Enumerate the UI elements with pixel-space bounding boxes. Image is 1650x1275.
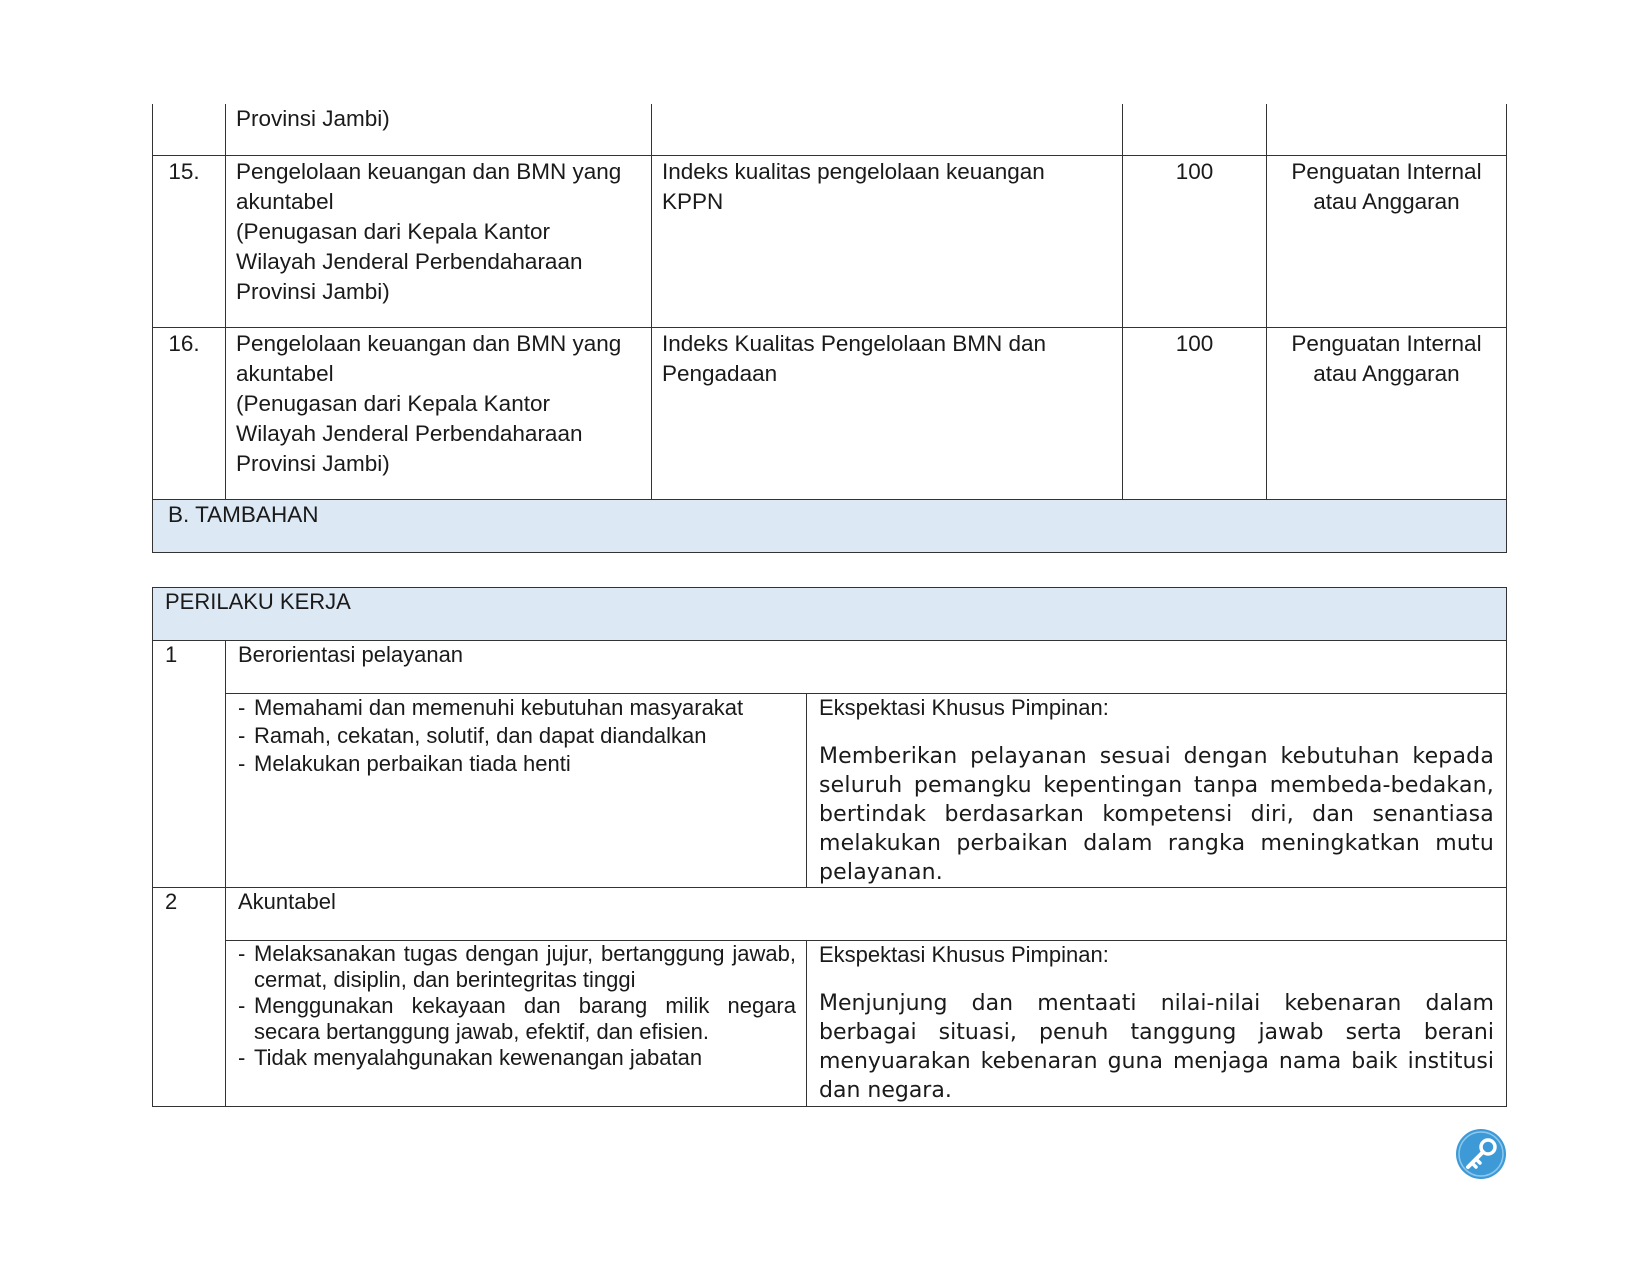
sasaran-line: Pengelolaan keuangan dan BMN yang bbox=[236, 158, 622, 184]
expectation-text: Memberikan pelayanan sesuai dengan kebutuhan kepada seluruh pemangku kepentingan tanpa membeda-bedakan, bertindak berdasarkan kompetensi diri, dan senantiasa melakukan perbaikan dalam rangka meningkatkan mutu pelayanan. bbox=[819, 744, 1494, 885]
sasaran-line: (Penugasan dari Kepala Kantor bbox=[236, 390, 550, 416]
sasaran-line: Pengelolaan keuangan dan BMN yang bbox=[236, 330, 622, 356]
indikator-cell bbox=[652, 155, 1123, 327]
list-item: - Tidak menyalahgunakan kewenangan jabatan bbox=[236, 1045, 796, 1071]
expectation-cell bbox=[807, 941, 1507, 1107]
table-row bbox=[153, 327, 1507, 499]
target-cell bbox=[1123, 104, 1267, 155]
sasaran-cell bbox=[226, 104, 652, 155]
indikator-line: Pengadaan bbox=[662, 360, 778, 386]
table-row bbox=[153, 104, 1507, 155]
indikator-line: Indeks kualitas pengelolaan keuangan bbox=[662, 158, 1045, 184]
list-item: - Ramah, cekatan, solutif, dan dapat diandalkan bbox=[236, 722, 796, 750]
target-cell: 100 bbox=[1123, 155, 1267, 327]
behavior-body-row bbox=[153, 694, 1507, 888]
sasaran-line: Provinsi Jambi) bbox=[236, 450, 390, 476]
behavior-number: 2 bbox=[153, 888, 226, 1107]
indikator-line: Indeks Kualitas Pengelolaan BMN dan bbox=[662, 330, 1046, 356]
expectation-text: Menjunjung dan mentaati nilai-nilai kebenaran dalam berbagai situasi, penuh tanggung jawab serta berani menyuarakan kebenaran guna menjaga nama baik institusi dan negara. bbox=[819, 991, 1494, 1103]
indikator-cell bbox=[652, 327, 1123, 499]
key-logo-icon bbox=[1455, 1128, 1507, 1180]
sasaran-line: akuntabel bbox=[236, 360, 334, 386]
row-number bbox=[153, 104, 226, 155]
sasaran-line: Provinsi Jambi) bbox=[236, 278, 390, 304]
perspektif-cell bbox=[1267, 104, 1507, 155]
expectation-cell bbox=[807, 694, 1507, 888]
perspektif-line: Penguatan Internal bbox=[1291, 158, 1482, 184]
sasaran-text: Provinsi Jambi) bbox=[236, 106, 390, 131]
sasaran-line: Wilayah Jenderal Perbendaharaan bbox=[236, 420, 583, 446]
behavior-title: Berorientasi pelayanan bbox=[226, 641, 1507, 694]
indicator-table bbox=[152, 104, 1507, 553]
list-item: - Melaksanakan tugas dengan jujur, bertanggung jawab, cermat, disiplin, dan berintegritas tinggi bbox=[236, 941, 796, 993]
behavior-points-cell bbox=[226, 941, 807, 1107]
section-row bbox=[153, 499, 1507, 552]
perspektif-line: Penguatan Internal bbox=[1291, 330, 1482, 356]
behavior-title: Akuntabel bbox=[226, 888, 1507, 941]
sasaran-line: Wilayah Jenderal Perbendaharaan bbox=[236, 248, 583, 274]
behavior-points bbox=[236, 941, 796, 1071]
behavior-header-row bbox=[153, 588, 1507, 641]
behavior-table bbox=[152, 587, 1507, 1107]
sasaran-cell bbox=[226, 155, 652, 327]
expectation-label: Ekspektasi Khusus Pimpinan: bbox=[819, 942, 1109, 967]
table-row bbox=[153, 155, 1507, 327]
behavior-title-row bbox=[153, 641, 1507, 694]
sasaran-line: akuntabel bbox=[236, 188, 334, 214]
perspektif-cell bbox=[1267, 327, 1507, 499]
row-number: 15. bbox=[153, 155, 226, 327]
behavior-title-row bbox=[153, 888, 1507, 941]
list-item: - Memahami dan memenuhi kebutuhan masyarakat bbox=[236, 694, 796, 722]
list-item: - Menggunakan kekayaan dan barang milik negara secara bertanggung jawab, efektif, dan efisien. bbox=[236, 993, 796, 1045]
indikator-cell bbox=[652, 104, 1123, 155]
behavior-number: 1 bbox=[153, 641, 226, 888]
row-number: 16. bbox=[153, 327, 226, 499]
list-item: - Melakukan perbaikan tiada henti bbox=[236, 750, 796, 778]
sasaran-line: (Penugasan dari Kepala Kantor bbox=[236, 218, 550, 244]
target-cell: 100 bbox=[1123, 327, 1267, 499]
perspektif-cell bbox=[1267, 155, 1507, 327]
section-b-title: B. TAMBAHAN bbox=[153, 499, 1507, 552]
indikator-line: KPPN bbox=[662, 188, 724, 214]
behavior-body-row bbox=[153, 941, 1507, 1107]
perspektif-line: atau Anggaran bbox=[1313, 360, 1460, 386]
behavior-points-cell bbox=[226, 694, 807, 888]
behavior-header: PERILAKU KERJA bbox=[153, 588, 1507, 641]
perspektif-line: atau Anggaran bbox=[1313, 188, 1460, 214]
behavior-points bbox=[236, 694, 796, 778]
sasaran-cell bbox=[226, 327, 652, 499]
expectation-label: Ekspektasi Khusus Pimpinan: bbox=[819, 695, 1109, 720]
